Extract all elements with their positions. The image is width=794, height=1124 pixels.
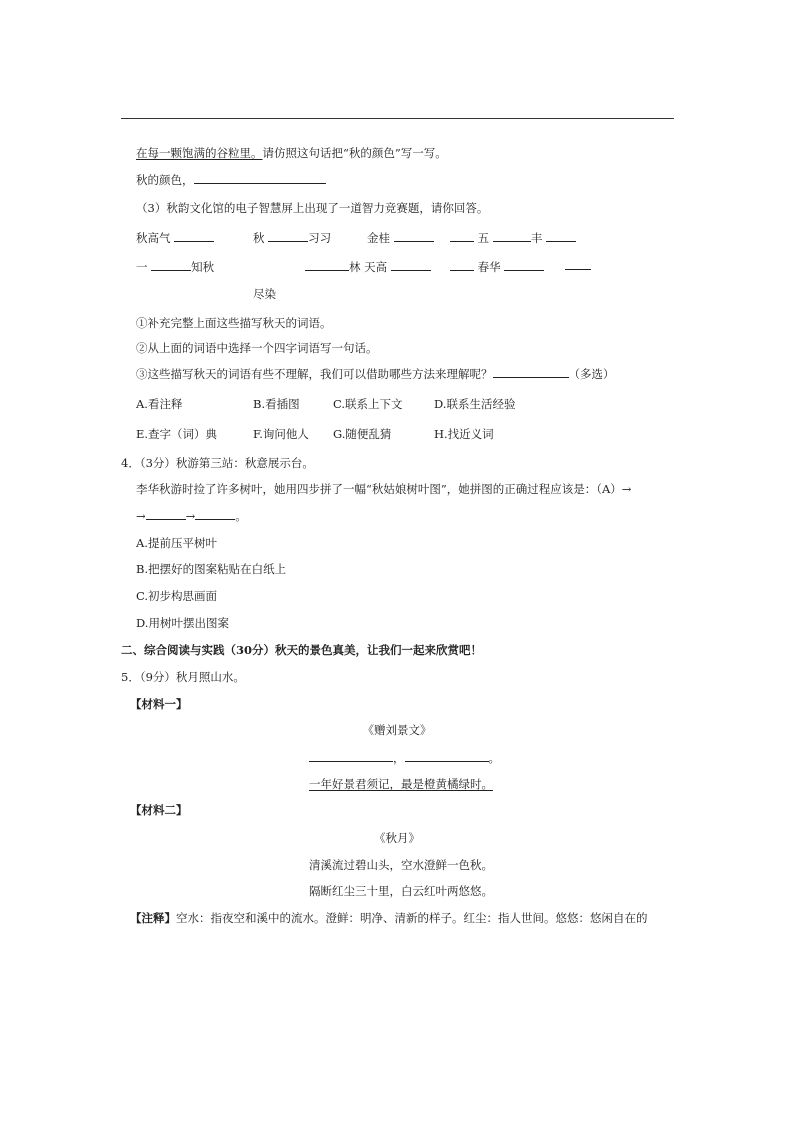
word-item: 秋 习习 xyxy=(253,231,332,245)
annotation-text: 空水：指夜空和溪中的流水。澄鲜：明净、清新的样子。红尘：指人世间。悠悠：悠闲自在的 xyxy=(176,911,648,925)
word-blank[interactable] xyxy=(450,260,474,271)
answer-blank[interactable] xyxy=(493,367,569,378)
option-g[interactable]: G.随便乱猜 xyxy=(333,427,392,441)
word-blank[interactable] xyxy=(174,231,214,242)
option-f[interactable]: F.询问他人 xyxy=(253,427,309,441)
word-blank[interactable] xyxy=(305,260,349,271)
poem-2-line-1: 清溪流过碧山头，空水澄鲜一色秋。 xyxy=(309,858,493,872)
option-e[interactable]: E.查字（词）典 xyxy=(136,427,218,441)
poem-2-title: 《秋月》 xyxy=(374,831,420,845)
annotation xyxy=(130,910,648,926)
question-4-sequence: → → 。 xyxy=(136,509,247,523)
option-h[interactable]: H.找近义词 xyxy=(434,427,494,441)
word-item: 尽染 xyxy=(253,287,276,301)
word-blank[interactable] xyxy=(151,260,191,271)
word-blank[interactable] xyxy=(268,231,308,242)
option-b[interactable]: B.看插图 xyxy=(253,397,300,411)
word-blank[interactable] xyxy=(504,260,544,271)
answer-blank[interactable] xyxy=(194,173,326,184)
word-blank[interactable] xyxy=(493,231,531,242)
poem-blank[interactable] xyxy=(405,751,489,762)
instruction-text: 请仿照这句话把“秋的颜色”写一写。 xyxy=(262,146,447,160)
color-line xyxy=(136,172,326,188)
word-blank[interactable] xyxy=(394,231,434,242)
q4-option-a: A.提前压平树叶 xyxy=(136,536,217,550)
poem-2-line-2: 隔断红尘三十里，白云红叶两悠悠。 xyxy=(309,884,493,898)
annotation-label: 【注释】 xyxy=(130,911,176,925)
section-heading: 二、综合阅读与实践（30分）秋天的景色真美，让我们一起来欣赏吧！ xyxy=(121,643,482,657)
word-blank[interactable] xyxy=(391,260,431,271)
sequence-blank[interactable] xyxy=(195,509,235,520)
poem-1-line-2: 一年好景君须记，最是橙黄橘绿时。 xyxy=(309,777,493,791)
question-5-title: 5．（9分）秋月照山水。 xyxy=(121,670,245,684)
option-a[interactable]: A.看注释 xyxy=(136,397,183,411)
option-d[interactable]: D.联系生活经验 xyxy=(434,397,516,411)
option-c[interactable]: C.联系上下文 xyxy=(333,397,403,411)
word-item: 春华 xyxy=(450,259,544,275)
material-1-label: 【材料一】 xyxy=(130,697,188,711)
word-item: 金桂 xyxy=(367,230,434,246)
word-item xyxy=(565,259,591,273)
poem-1-line-1: ， 。 xyxy=(309,750,500,766)
poem-blank[interactable] xyxy=(309,751,393,762)
word-blank[interactable] xyxy=(546,231,576,242)
question-3-intro: （3）秋韵文化馆的电子智慧屏上出现了一道智力竞赛题，请你回答。 xyxy=(136,201,489,215)
q4-option-b: B.把摆好的图案粘贴在白纸上 xyxy=(136,562,287,576)
underlined-sentence: 在每一颗饱满的谷粒里。 xyxy=(136,146,263,160)
sub-question-3: ③这些描写秋天的词语有些不理解，我们可以借助哪些方法来理解呢？ （多选） xyxy=(136,367,615,381)
sub-question-2: ②从上面的词语中选择一个四字词语写一句话。 xyxy=(136,341,378,355)
q4-option-c: C.初步构思画面 xyxy=(136,589,218,603)
material-2-label: 【材料二】 xyxy=(130,803,188,817)
question-4-text: 李华秋游时捡了许多树叶，她用四步拼了一幅“秋姑娘树叶图”，她拼图的正确过程应该是：（A）→ xyxy=(136,482,632,496)
word-item: 一 知秋 xyxy=(136,260,215,274)
poem-1-title: 《赠刘景文》 xyxy=(362,723,432,737)
word-blank[interactable] xyxy=(450,231,474,242)
instruction-line xyxy=(136,145,447,161)
word-item: 秋高气 xyxy=(136,230,214,246)
sequence-blank[interactable] xyxy=(146,509,186,520)
question-4-title: 4．（3分）秋游第三站：秋意展示台。 xyxy=(121,456,314,470)
word-item: 林 天高 xyxy=(305,259,431,275)
word-blank[interactable] xyxy=(565,259,591,270)
word-item: 五 丰 xyxy=(450,230,576,246)
sub-question-1: ①补充完整上面这些描写秋天的词语。 xyxy=(136,316,332,330)
header-rule xyxy=(121,118,674,119)
q4-option-d: D.用树叶摆出图案 xyxy=(136,616,229,630)
color-label: 秋的颜色， xyxy=(136,173,194,187)
